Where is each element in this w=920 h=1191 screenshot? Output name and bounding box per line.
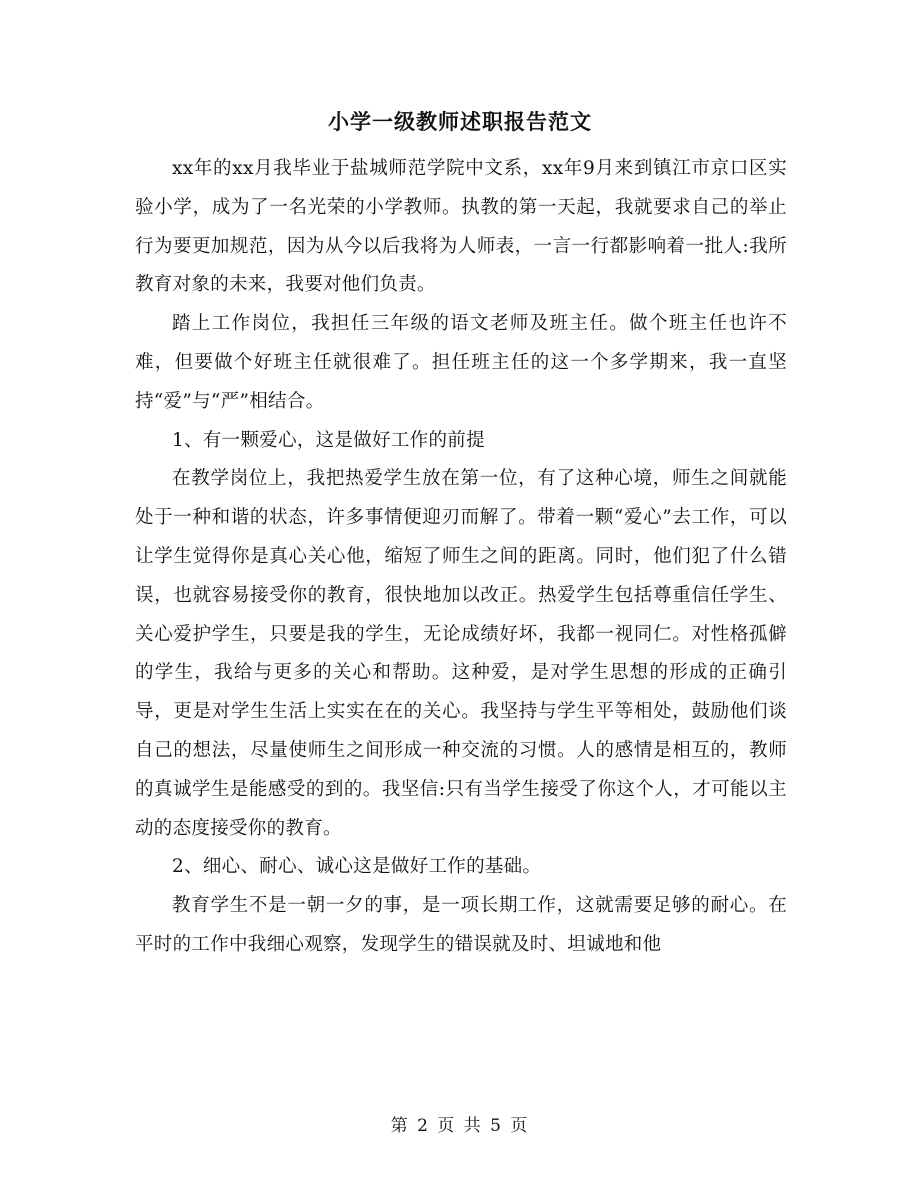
document-title: 小学一级教师述职报告范文 [328, 109, 592, 134]
section-heading-1: 1、有一颗爱心，这是做好工作的前提 [172, 429, 485, 451]
page-number-footer: 第 2 页 共 5 页 [390, 1116, 530, 1136]
document-body [135, 150, 787, 965]
paragraph-position: 踏上工作岗位，我担任三年级的语文老师及班主任。做个班主任也许不难，但要做个好班主任就很难了。担任班主任的这一个多学期来，我一直坚持“爱”与“严”相结合。 [135, 313, 787, 412]
paragraph-intro: xx年的xx月我毕业于盐城师范学院中文系，xx年9月来到镇江市京口区实验小学，成为了一名光荣的小学教师。执教的第一天起，我就要求自己的举止行为要更加规范，因为从今以后我将为人师表，一言一行都影响着一批人:我所教育对象的未来，我要对他们负责。 [135, 158, 787, 296]
paragraph-patience: 教育学生不是一朝一夕的事，是一项长期工作，这就需要足够的耐心。在平时的工作中我细心观察，发现学生的错误就及时、坦诚地和他 [135, 895, 787, 955]
paragraph-love: 在教学岗位上，我把热爱学生放在第一位，有了这种心境，师生之间就能处于一种和谐的状态，许多事情便迎刃而解了。带着一颗“爱心”去工作，可以让学生觉得你是真心关心他，缩短了师生之间的距离。同时，他们犯了什么错误，也就容易接受你的教育，很快地加以改正。热爱学生包括尊重信任学生、关心爱护学生，只要是我的学生，无论成绩好坏，我都一视同仁。对性格孤僻的学生，我给与更多的关心和帮助。这种爱，是对学生思想的形成的正确引导，更是对学生生活上实实在在的关心。我坚持与学生平等相处，鼓励他们谈自己的想法，尽量使师生之间形成一种交流的习惯。人的感情是相互的，教师的真诚学生是能感受的到的。我坚信:只有当学生接受了你这个人，才可能以主动的态度接受你的教育。 [135, 468, 787, 839]
section-heading-2: 2、细心、耐心、诚心这是做好工作的基础。 [172, 856, 542, 878]
